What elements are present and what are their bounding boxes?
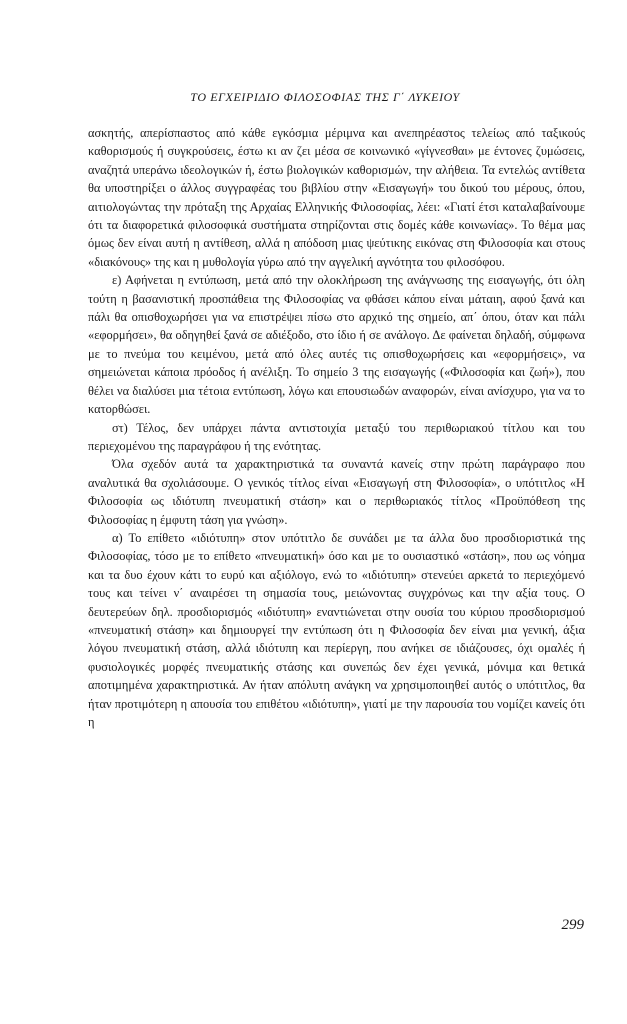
paragraph-e: ε) Αφήνεται η εντύπωση, μετά από την ολοκλήρωση της ανάγνωσης της εισαγωγής, ότι όλη τούτη η βασανιστική προσπάθεια της Φιλοσοφίας να φθάσει κάπου είναι μάταιη, αφού ξανά και πάλι θα οπισθοχωρήσει για να επιστρέψει πίσω στο αρχικό της σημείο, απ΄ όπου, όταν και πάλι «εφορμήσει», θα οδηγηθεί ξανά σε αδιέξοδο, στο ίδιο ή σε ανάλογο. Δε φαίνεται δηλαδή, σύμφωνα με το πνεύμα του κειμένου, μετά από όλες αυτές τις οπισθοχωρήσεις και «εφορμήσεις», να σημειώνεται κάποια πρόοδος ή ανέλιξη. Το σημείο 3 της εισαγωγής («Φιλοσοφία και ζωή»), που θέλει να διαλύσει μια τέτοια εντύπωση, λόγω και επουσιωδών αναφορών, είναι ανίσχυρο, για να το κατορθώσει.	[88, 273, 585, 417]
paragraph-a: α) Το επίθετο «ιδιότυπη» στον υπότιτλο δε συνάδει με τα άλλα δυο προσδιοριστικά της Φιλοσοφίας, τόσο με το επίθετο «πνευματική» όσο και με το ουσιαστικό «στάση», που ως νόημα και τα δυο έχουν κάτι το ευρύ και αξιόλογο, ενώ το «ιδιότυπη» στενεύει αρκετά το περιεχόμενό τους και τείνει ν΄ αναιρέσει τη σημασία τους, μειώνοντας συγχρόνως και την αξία τους. Ο δευτερεύων δηλ. προσδιορισμός «ιδιότυπη» εναντιώνεται στην ουσία του κύριου προσδιορισμού «πνευματική στάση» και δημιουργεί την εντύπωση ότι η Φιλοσοφία δεν είναι μια γενική, άξια λόγου πνευματική στάση, αλλά ιδιότυπη και περίεργη, που ανήκει σε ιδιάζουσες, όχι ομαλές ή φυσιολογικές μορφές πνευματικής στάσης και συνεπώς δεν έχει γενικά, μόνιμα και θετικά αποτιμημένα χαρακτηριστικά. Αν ήταν απόλυτη ανάγκη να χρησιμοποιηθεί αυτός ο υπότιτλος, θα ήταν προτιμότερη η απουσία του επιθέτου «ιδιότυπη», γιατί με την παρουσία του νομίζει κανείς ότι η	[88, 530, 585, 729]
body-text	[88, 124, 585, 731]
paragraph-st: στ) Τέλος, δεν υπάρχει πάντα αντιστοιχία μεταξύ του περιθωριακού τίτλου και του περιεχομένου της παραγράφου ή της ενότητας.	[88, 420, 585, 453]
page-number: 299	[561, 917, 584, 933]
running-header: ΤΟ ΕΓΧΕΙΡΙΔΙΟ ΦΙΛΟΣΟΦΙΑΣ ΤΗΣ Γ΄ ΛΥΚΕΙΟΥ	[190, 90, 460, 104]
paragraph-continuation: ασκητής, απερίσπαστος από κάθε εγκόσμια μέριμνα και ανεπηρέαστος τελείως από ταξικούς καθορισμούς ή συγκρούσεις, έστω κι αν ζει μέσα σε κοινωνικό «γίγνεσθαι» με έντονες ζυμώσεις, αναζητά υπεράνω ιδεολογικών ή, έστω βιολογικών καθορισμών, την αλήθεια. Τα εντελώς αντίθετα θα υποστηρίξει ο άλλος συγγραφέας του βιβλίου στην «Εισαγωγή» του δικού του μέρους, όπου, αιτιολογώντας την πρόταξη της Αρχαίας Ελληνικής Φιλοσοφίας, λέει: «Γιατί έτσι καταλαβαίνουμε ότι τα διαφορετικά φιλοσοφικά συστήματα στηρίζονται στις δομές κάθε κοινωνίας». Το θέμα μας όμως δεν είναι αυτή η αντίθεση, αλλά η απόδοση μιας ψεύτικης εικόνας στη Φιλοσοφία και στους «διακόνους» της και η μυθολογία γύρω από την αγγελική αγνότητα του φιλοσόφου.	[88, 126, 585, 269]
paragraph-titles: Όλα σχεδόν αυτά τα χαρακτηριστικά τα συναντά κανείς στην πρώτη παράγραφο που αναλυτικά θα σχολιάσουμε. Ο γενικός τίτλος είναι «Εισαγωγή στη Φιλοσοφία», ο υπότιτλος «Η Φιλοσοφία ως ιδιότυπη πνευματική στάση» και ο περιθωριακός τίτλος «Προϋπόθεση της Φιλοσοφίας η έμφυτη τάση για γνώση».	[88, 457, 585, 527]
